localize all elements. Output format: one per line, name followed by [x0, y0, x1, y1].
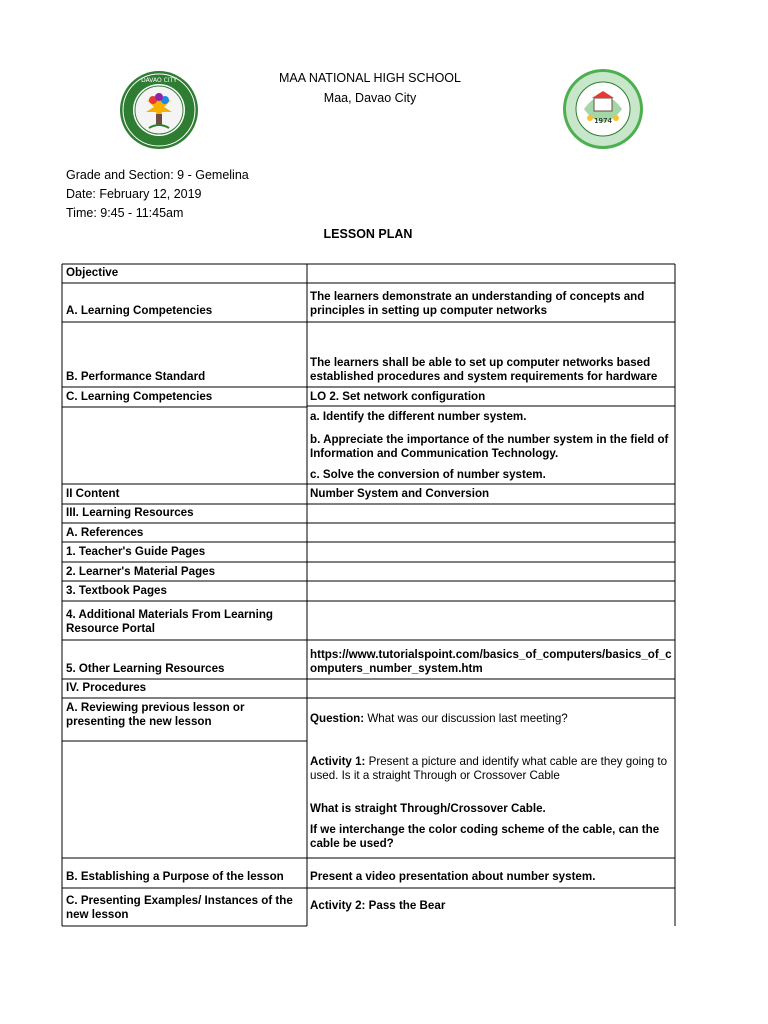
content-value: Number System and Conversion: [310, 487, 490, 500]
lesson-time: Time: 9:45 - 11:45am: [66, 206, 184, 220]
content-label: II Content: [66, 487, 120, 500]
procedures-label: IV. Procedures: [66, 681, 147, 694]
purpose-value: Present a video presentation about number system.: [310, 870, 596, 883]
references-label: A. References: [66, 526, 144, 539]
other-resources-label: 5. Other Learning Resources: [66, 662, 225, 675]
learning-competencies-a-value: The learners demonstrate an understanding of concepts and principles in setting up computer networks: [310, 290, 645, 317]
purpose-label: B. Establishing a Purpose of the lesson: [66, 870, 284, 883]
lesson-plan-title: LESSON PLAN: [323, 227, 413, 241]
svg-text:DAVAO CITY: DAVAO CITY: [141, 77, 177, 84]
learners-material-label: 2. Learner's Material Pages: [66, 565, 216, 578]
reviewing-lesson-label: A. Reviewing previous lesson or presenting the new lesson: [66, 701, 245, 728]
seal-year-text: 1974: [594, 117, 612, 125]
question-text: [310, 712, 674, 726]
performance-standard-value: The learners shall be able to set up computer networks based established procedures and system requirements for hardware: [310, 356, 658, 383]
straight-through-question: What is straight Through/Crossover Cable.: [310, 802, 546, 815]
objective-a-text: a. Identify the different number system.: [310, 410, 527, 423]
lo2-text: LO 2. Set network configuration: [310, 390, 486, 403]
activity1-body: Present a picture and identify what cable are they going to used. Is it a straight Through or Crossover Cable: [310, 755, 668, 782]
school-location: Maa, Davao City: [323, 91, 417, 105]
objective-label: Objective: [66, 266, 119, 279]
learning-resources-label: III. Learning Resources: [66, 506, 194, 519]
school-name: MAA NATIONAL HIGH SCHOOL: [279, 71, 461, 85]
additional-materials-label: 4. Additional Materials From Learning Resource Portal: [66, 608, 274, 635]
activity2-prefix: Activity 2:: [310, 899, 366, 912]
interchange-question: If we interchange the color coding scheme of the cable, can the cable be used?: [310, 823, 660, 850]
activity2-text: [310, 899, 674, 913]
question-prefix: Question:: [310, 712, 365, 725]
activity1-prefix: Activity 1:: [310, 755, 366, 768]
textbook-pages-label: 3. Textbook Pages: [66, 584, 167, 597]
other-resources-link[interactable]: https://www.tutorialspoint.com/basics_of_computers/basics_of_computers_number_system.htm: [310, 648, 672, 675]
learning-competencies-a-label: A. Learning Competencies: [66, 304, 213, 317]
activity2-body: Pass the Bear: [365, 899, 446, 912]
objective-b-text: b. Appreciate the importance of the number system in the field of Information and Communication Technology.: [310, 433, 669, 460]
lesson-date: Date: February 12, 2019: [66, 187, 202, 201]
objective-c-text: c. Solve the conversion of number system.: [310, 468, 546, 481]
examples-label: C. Presenting Examples/ Instances of the new lesson: [66, 894, 293, 921]
grade-section: Grade and Section: 9 - Gemelina: [66, 168, 249, 182]
activity1-text: [310, 755, 674, 783]
performance-standard-label: B. Performance Standard: [66, 370, 206, 383]
learning-competencies-c-label: C. Learning Competencies: [66, 390, 213, 403]
teachers-guide-label: 1. Teacher's Guide Pages: [66, 545, 206, 558]
question-body: What was our discussion last meeting?: [364, 712, 568, 725]
